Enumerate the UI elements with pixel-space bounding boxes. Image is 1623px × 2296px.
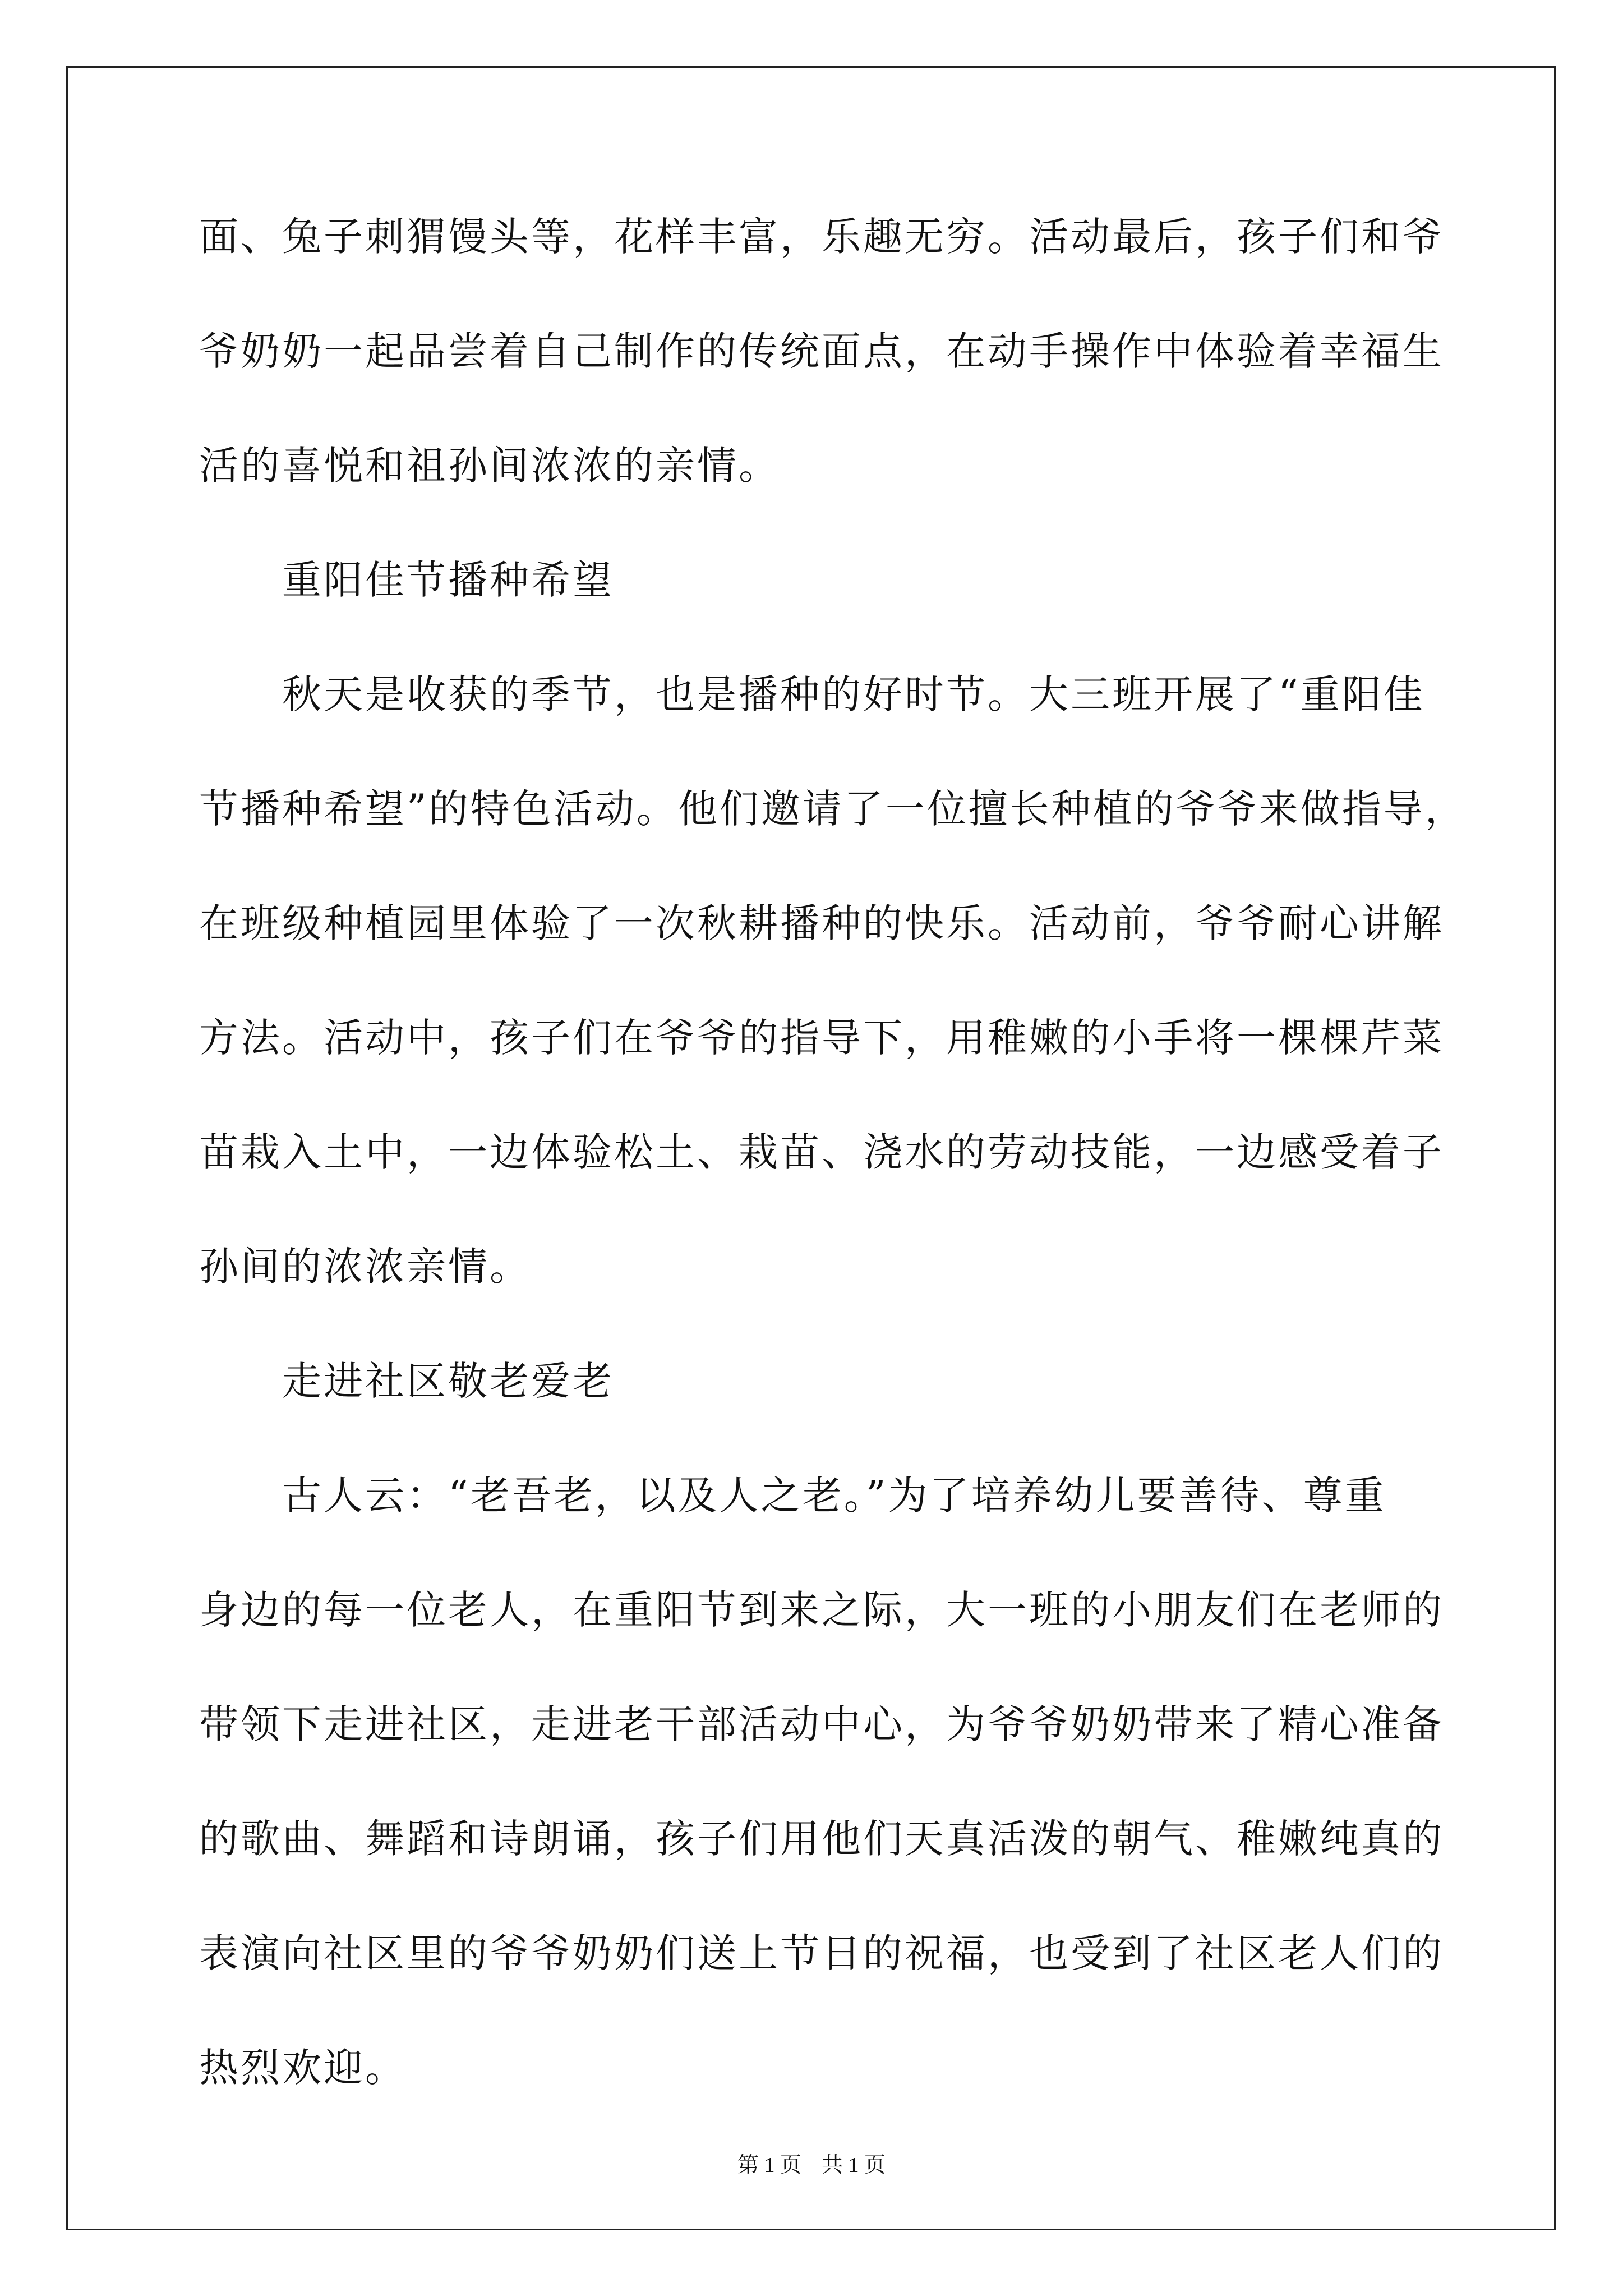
text-line: 在班级种植园里体验了一次秋耕播种的快乐。活动前，爷爷耐心讲解 bbox=[199, 900, 1444, 946]
text-line: 秋天是收获的季节，也是播种的好时节。大三班开展了“重阳佳 bbox=[282, 671, 1425, 717]
text-line: 热烈欢迎。 bbox=[199, 2045, 407, 2091]
text-line: 古人云：“老吾老，以及人之老。”为了培养幼儿要善待、尊重 bbox=[282, 1473, 1386, 1519]
section-heading: 走进社区敬老爱老 bbox=[282, 1358, 614, 1404]
text-line: 面、兔子刺猬馒头等，花样丰富，乐趣无穷。活动最后，孩子们和爷 bbox=[199, 214, 1444, 260]
text-line: 节播种希望”的特色活动。他们邀请了一位擅长种植的爷爷来做指导， bbox=[199, 786, 1467, 832]
text-line: 苗栽入土中，一边体验松土、栽苗、浇水的劳动技能，一边感受着子 bbox=[199, 1129, 1444, 1175]
text-line: 身边的每一位老人，在重阳节到来之际，大一班的小朋友们在老师的 bbox=[199, 1587, 1444, 1633]
paragraph bbox=[199, 1467, 1444, 2154]
text-line: 带领下走进社区，走进老干部活动中心，为爷爷奶奶带来了精心准备 bbox=[199, 1701, 1444, 1747]
page-number: 第 1 页 bbox=[737, 2154, 801, 2177]
section-heading: 重阳佳节播种希望 bbox=[282, 557, 614, 603]
text-line: 孙间的浓浓亲情。 bbox=[199, 1244, 531, 1290]
paragraph bbox=[199, 666, 1467, 1353]
text-line: 表演向社区里的爷爷奶奶们送上节日的祝福，也受到了社区老人们的 bbox=[199, 1930, 1444, 1976]
text-line: 方法。活动中，孩子们在爷爷的指导下，用稚嫩的小手将一棵棵芹菜 bbox=[199, 1015, 1444, 1061]
text-line: 爷奶奶一起品尝着自己制作的传统面点，在动手操作中体验着幸福生 bbox=[199, 328, 1444, 374]
text-line: 活的喜悦和祖孙间浓浓的亲情。 bbox=[199, 443, 780, 489]
paragraph bbox=[199, 209, 1444, 552]
page-footer bbox=[0, 2151, 1623, 2179]
document-body bbox=[199, 209, 1467, 2154]
page-total: 共 1 页 bbox=[822, 2154, 886, 2177]
text-line: 的歌曲、舞蹈和诗朗诵，孩子们用他们天真活泼的朝气、稚嫩纯真的 bbox=[199, 1816, 1444, 1862]
